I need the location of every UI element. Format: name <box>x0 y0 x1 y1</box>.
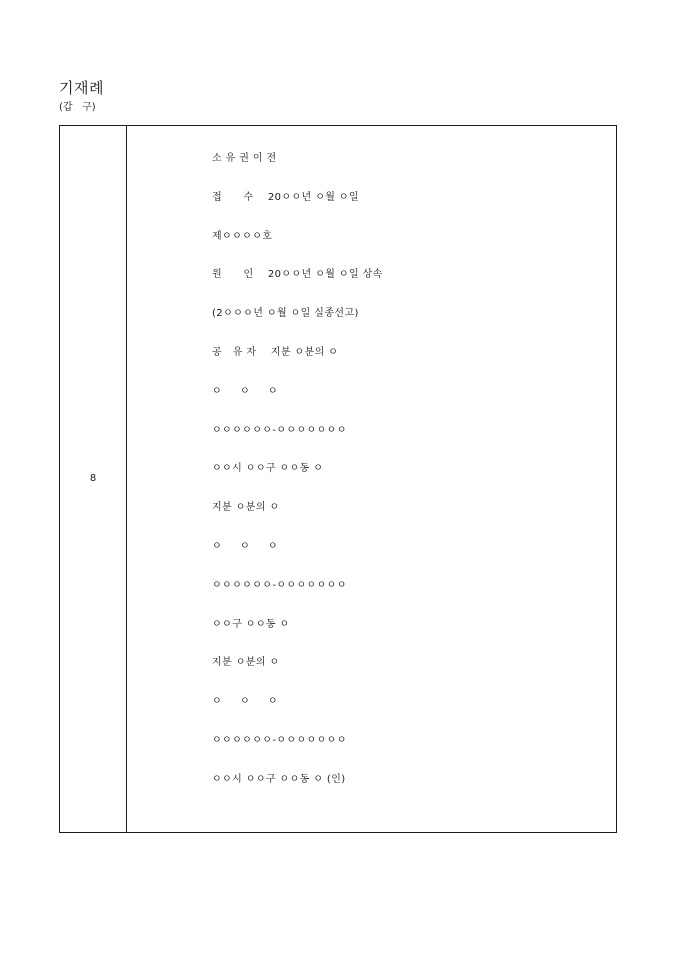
entry-line-co-owner-address: ㅇㅇ시 ㅇㅇ구 ㅇㅇ동 ㅇ <box>212 463 324 475</box>
entry-line-co-owner-share: 공 유 자 지분 ㅇ분의 ㅇ <box>212 346 339 358</box>
entry-line-owner-address-seal: ㅇㅇ시 ㅇㅇ구 ㅇㅇ동 ㅇ (인) <box>212 773 346 785</box>
entry-line-cause-note: (2ㅇㅇㅇ년 ㅇ월 ㅇ일 실종선고) <box>212 308 359 320</box>
rank-number: 8 <box>89 473 97 484</box>
entry-line-owner-id: ㅇㅇㅇㅇㅇㅇ-ㅇㅇㅇㅇㅇㅇㅇ <box>212 734 347 746</box>
entry-line-co-owner-id: ㅇㅇㅇㅇㅇㅇ-ㅇㅇㅇㅇㅇㅇㅇ <box>212 424 347 436</box>
entry-line-owner-name: ㅇ ㅇ ㅇ <box>212 540 278 552</box>
entry-line-receipt-number: 제ㅇㅇㅇㅇ호 <box>212 230 273 242</box>
entry-line-cause: 원 인 20ㅇㅇ년 ㅇ월 ㅇ일 상속 <box>212 269 383 281</box>
entry-line-receipt: 접 수 20ㅇㅇ년 ㅇ월 ㅇ일 <box>212 191 360 203</box>
section-subtitle: (갑 구) <box>59 102 96 113</box>
entry-line-co-owner-name: ㅇ ㅇ ㅇ <box>212 385 278 397</box>
document-title: 기재례 <box>59 79 104 97</box>
entry-line-share: 지분 ㅇ분의 ㅇ <box>212 502 280 514</box>
entry-line-owner-name: ㅇ ㅇ ㅇ <box>212 696 278 708</box>
register-entry-table <box>59 125 617 833</box>
entry-line-owner-address: ㅇㅇ구 ㅇㅇ동 ㅇ <box>212 618 290 630</box>
entry-line-owner-id: ㅇㅇㅇㅇㅇㅇ-ㅇㅇㅇㅇㅇㅇㅇ <box>212 579 347 591</box>
rank-number-column <box>60 126 127 832</box>
entry-line-purpose: 소 유 권 이 전 <box>212 153 277 164</box>
entry-details <box>212 152 383 812</box>
entry-line-share: 지분 ㅇ분의 ㅇ <box>212 657 280 669</box>
